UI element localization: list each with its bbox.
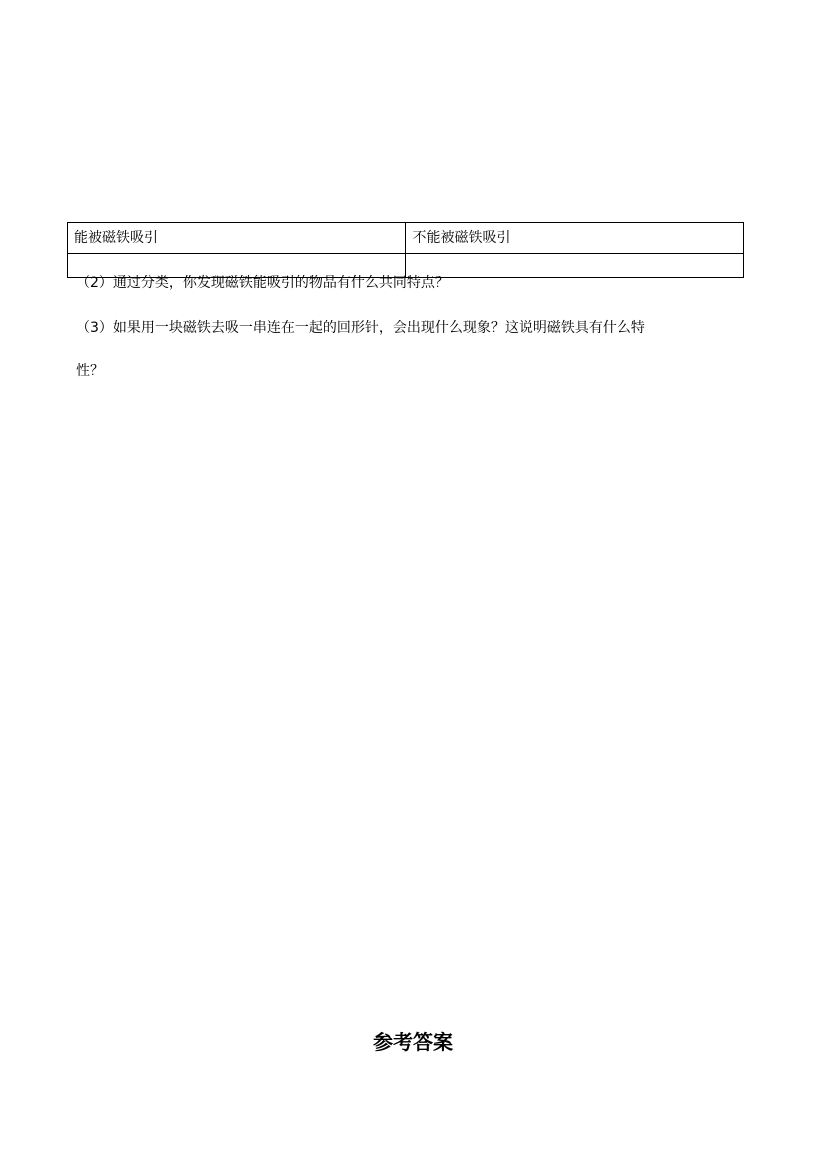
table-header-cell: 不能被磁铁吸引 bbox=[406, 223, 744, 254]
table-cell bbox=[406, 254, 744, 278]
question-3-line-1: （3）如果用一块磁铁去吸一串连在一起的回形针，会出现什么现象？这说明磁铁具有什么特 bbox=[76, 320, 645, 336]
question-3-line-2: 性？ bbox=[76, 363, 104, 379]
question-2: （2）通过分类，你发现磁铁能吸引的物品有什么共同特点？ bbox=[76, 275, 449, 291]
table-header-row bbox=[68, 223, 744, 254]
answer-section-title: 参考答案 bbox=[373, 1030, 453, 1054]
classification-table bbox=[67, 222, 744, 278]
table-header-cell: 能被磁铁吸引 bbox=[68, 223, 406, 254]
